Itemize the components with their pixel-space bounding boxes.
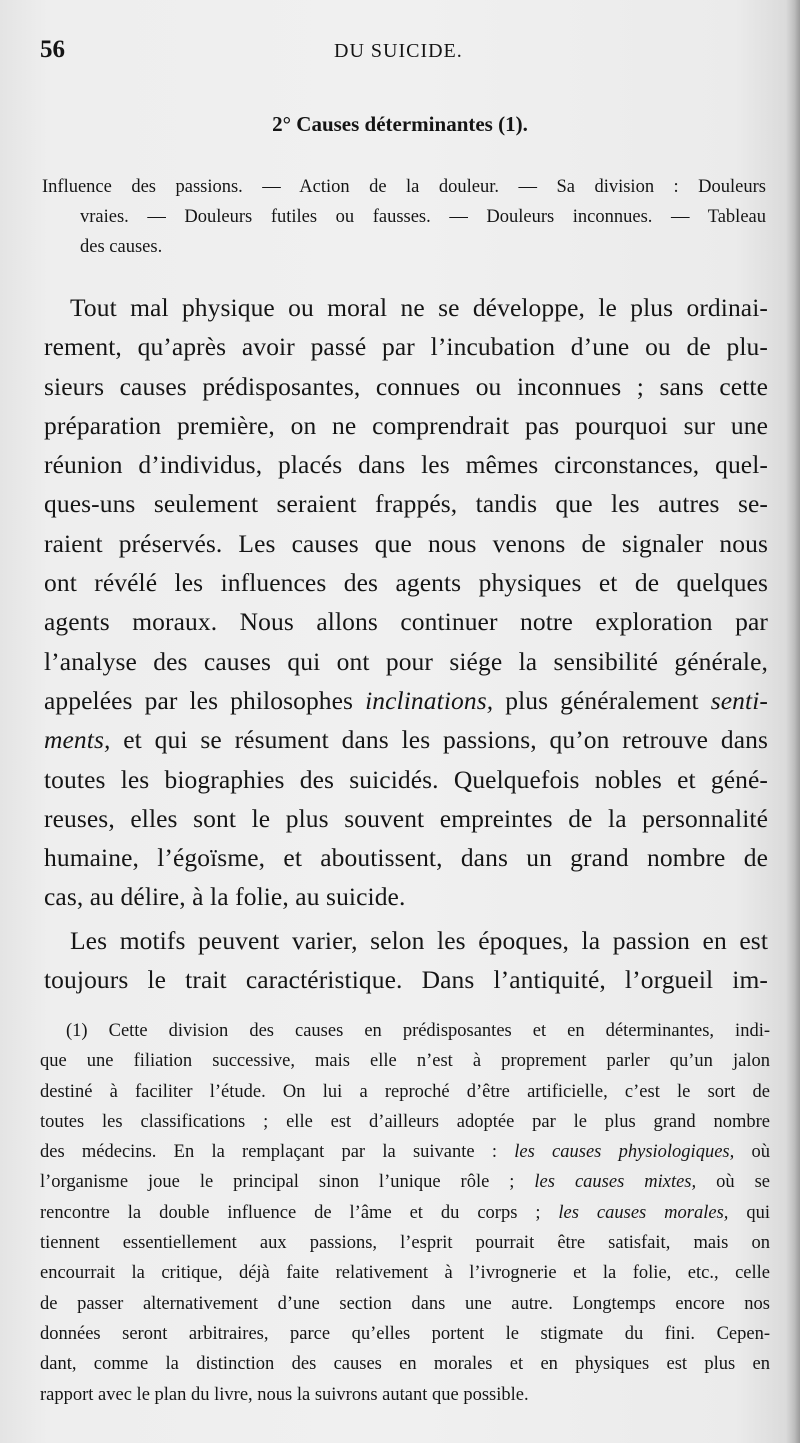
italic-run: les causes physiologiques, bbox=[514, 1142, 735, 1163]
footnote-line bbox=[40, 1198, 770, 1228]
paragraph-2 bbox=[44, 921, 768, 1000]
text-run: plus généralement bbox=[493, 685, 711, 715]
text-line bbox=[44, 720, 768, 759]
text-line bbox=[44, 681, 768, 720]
text-line: Les motifs peuvent varier, selon les époques, la passion en est bbox=[70, 925, 768, 955]
section-summary bbox=[42, 172, 766, 262]
text-run: des médecins. En la remplaçant par la suivante : bbox=[40, 1142, 515, 1163]
footnote bbox=[40, 1016, 770, 1410]
footnote-line: (1) Cette division des causes en prédisposantes et en déterminantes, indi- bbox=[66, 1021, 770, 1041]
footnote-line bbox=[40, 1167, 770, 1197]
text-line: rement, qu’après avoir passé par l’incubation d’une ou de plu- bbox=[44, 332, 768, 362]
italic-run: inclinations, bbox=[365, 685, 494, 715]
italic-run: ments, bbox=[44, 725, 111, 755]
footnote-line: destiné à faciliter l’étude. On lui a reproché d’être artificielle, c’est le sort de bbox=[40, 1081, 770, 1102]
text-line: raient préservés. Les causes que nous venons de signaler nous bbox=[44, 528, 768, 558]
text-line: préparation première, on ne comprendrait pas pourquoi sur une bbox=[44, 410, 768, 440]
summary-line: vraies. — Douleurs futiles ou fausses. — Douleurs inconnues. — Tableau bbox=[80, 207, 766, 227]
text-line: toujours le trait caractéristique. Dans l’antiquité, l’orgueil im- bbox=[44, 965, 768, 995]
text-run: où se bbox=[696, 1172, 770, 1193]
text-line: cas, au délire, à la folie, au suicide. bbox=[44, 882, 406, 912]
text-run: qui bbox=[728, 1202, 771, 1223]
text-run: et qui se résument dans les passions, qu’on retrouve dans bbox=[110, 725, 768, 755]
text-line: humaine, l’égoïsme, et aboutissent, dans un grand nombre de bbox=[44, 843, 768, 873]
text-line: Tout mal physique ou moral ne se développe, le plus ordinai- bbox=[70, 293, 768, 322]
text-line: toutes les biographies des suicidés. Quelquefois nobles et géné- bbox=[44, 764, 768, 794]
text-line: ques-uns seulement seraient frappés, tandis que les autres se- bbox=[44, 489, 768, 519]
text-run: où bbox=[734, 1142, 770, 1163]
text-line: agents moraux. Nous allons continuer notre exploration par bbox=[44, 607, 768, 637]
paragraph-1 bbox=[44, 288, 768, 917]
footnote-line: dant, comme la distinction des causes en morales et en physiques est plus en bbox=[40, 1354, 770, 1375]
body-text bbox=[44, 288, 768, 999]
page-spine-shadow bbox=[786, 0, 800, 1443]
italic-run: senti- bbox=[710, 685, 768, 715]
running-head bbox=[40, 36, 760, 66]
section-heading: 2° Causes déterminantes (1). bbox=[272, 112, 528, 136]
text-run: appelées par les philosophes bbox=[44, 685, 366, 715]
text-line: reuses, elles sont le plus souvent empreintes de la personnalité bbox=[44, 803, 768, 833]
summary-line: Influence des passions. — Action de la douleur. — Sa division : Douleurs bbox=[42, 177, 766, 197]
footnote-line: rapport avec le plan du livre, nous la suivrons autant que possible. bbox=[40, 1384, 529, 1405]
footnote-line bbox=[40, 1137, 770, 1167]
running-title: DU SUICIDE. bbox=[334, 40, 463, 62]
footnote-line: que une filiation successive, mais elle n’est à proprement parler qu’un jalon bbox=[40, 1051, 770, 1072]
italic-run: les causes mixtes, bbox=[534, 1172, 697, 1193]
text-line: l’analyse des causes qui ont pour siége la sensibilité générale, bbox=[44, 646, 768, 676]
text-line: réunion d’individus, placés dans les mêmes circonstances, quel- bbox=[44, 450, 768, 480]
text-line: ont révélé les influences des agents physiques et de quelques bbox=[44, 568, 768, 598]
text-run: rencontre la double influence de l’âme et du corps ; bbox=[40, 1202, 559, 1223]
footnote-line: données seront arbitraires, parce qu’elles portent le stigmate du fini. Cepen- bbox=[40, 1323, 770, 1344]
text-line: sieurs causes prédisposantes, connues ou inconnues ; sans cette bbox=[44, 371, 768, 401]
footnote-line: tiennent essentiellement aux passions, l’esprit pourrait être satisfait, mais on bbox=[40, 1233, 770, 1254]
italic-run: les causes morales, bbox=[558, 1202, 729, 1223]
page-number: 56 bbox=[40, 36, 65, 63]
footnote-line: encourrait la critique, déjà faite relativement à l’ivrognerie et la folie, etc., celle bbox=[40, 1263, 770, 1284]
footnote-line: de passer alternativement d’une section dans une autre. Longtemps encore nos bbox=[40, 1293, 770, 1314]
footnote-line: toutes les classifications ; elle est d’ailleurs adoptée par le plus grand nombre bbox=[40, 1111, 770, 1132]
text-run: l’organisme joue le principal sinon l’unique rôle ; bbox=[40, 1172, 535, 1193]
summary-line: des causes. bbox=[80, 237, 163, 257]
